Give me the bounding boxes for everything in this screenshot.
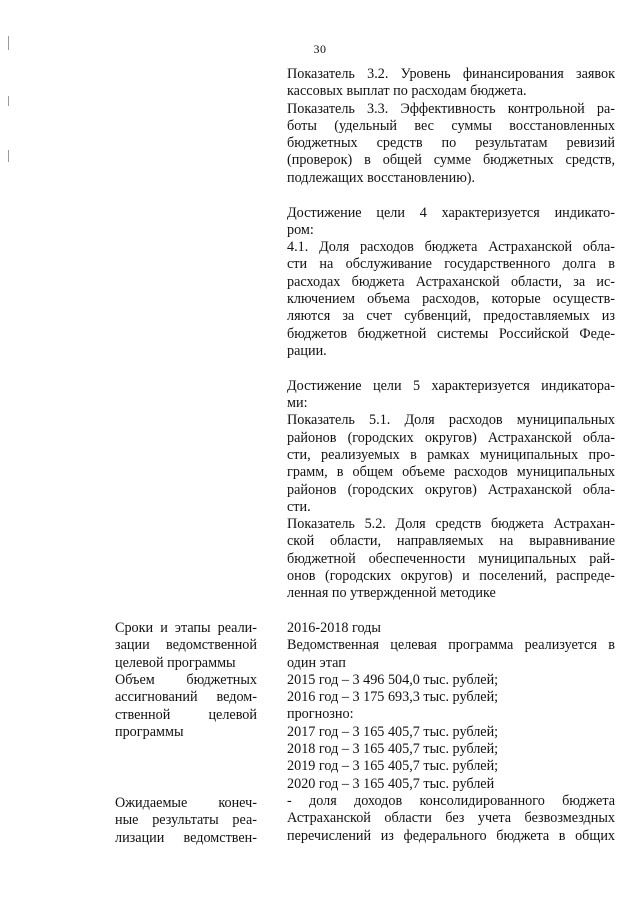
text-line: Показатель 5.1. Доля расходов муниципальных xyxy=(287,412,615,429)
text-line: сти. xyxy=(287,498,311,515)
budget-2020: 2020 год – 3 165 405,7 тыс. рублей xyxy=(287,775,495,792)
text-line: Объем бюджетных xyxy=(115,672,257,688)
text-line: кассовых выплат по расходам бюджета. xyxy=(287,83,527,100)
budget-2017: 2017 год – 3 165 405,7 тыс. рублей; xyxy=(287,723,499,740)
text-line: ключением объема расходов, которые осуществ- xyxy=(287,291,615,308)
budget-2015: 2015 год – 3 496 504,0 тыс. рублей; xyxy=(287,671,499,688)
text-line: ассигнований ведом- xyxy=(115,689,257,706)
text-line: ром: xyxy=(287,221,314,238)
text-line: Показатель 3.2. Уровень финансирования заявок xyxy=(287,66,615,82)
period-value: 2016-2018 годы xyxy=(287,620,381,636)
forecast-label: прогнозно: xyxy=(287,706,354,723)
text-line: зации ведомственной xyxy=(115,637,257,654)
text-line: онов (городских округов) и поселений, распреде- xyxy=(287,568,615,585)
text-line: ные результаты реа- xyxy=(115,812,257,829)
budget-volume-label xyxy=(115,672,257,741)
right-column-lower xyxy=(287,620,615,845)
text-line: Ожидаемые конеч- xyxy=(115,795,257,811)
indicator-3-2 xyxy=(287,66,615,101)
text-line: Достижение цели 5 характеризуется индикатора- xyxy=(287,377,615,394)
text-line: рации. xyxy=(287,342,327,359)
text-line: Достижение цели 4 характеризуется индикато- xyxy=(287,204,615,221)
text-line: 4.1. Доля расходов бюджета Астраханской обла- xyxy=(287,239,615,256)
text-line: лизации ведомствен- xyxy=(115,829,257,846)
text-line: ми: xyxy=(287,395,308,412)
text-line: программы xyxy=(115,723,184,740)
goal-4-paragraph xyxy=(287,205,615,361)
text-line: перечислений из федерального бюджета в общих xyxy=(287,827,615,844)
text-line: бюджетных средств по результатам ревизий xyxy=(287,135,615,152)
text-line: расходах бюджета Астраханской области, за ис- xyxy=(287,273,615,290)
page-number: 30 xyxy=(313,42,327,56)
text-line: один этап xyxy=(287,654,346,671)
expected-results-label xyxy=(115,795,257,847)
terms-stages-label xyxy=(115,620,257,672)
text-line: боты (удельный вес суммы восстановленных xyxy=(287,117,615,134)
text-line: Астраханской области без учета безвозмездных xyxy=(287,810,615,827)
text-line: сти, реализуемых в рамках муниципальных про- xyxy=(287,446,615,463)
text-line: Ведомственная целевая программа реализуется в xyxy=(287,637,615,654)
paragraph-gap xyxy=(287,360,615,378)
text-line: Показатель 5.2. Доля средств бюджета Астрахан- xyxy=(287,516,615,533)
budget-2018: 2018 год – 3 165 405,7 тыс. рублей; xyxy=(287,741,499,758)
text-line: ской области, направляемых на выравнивание xyxy=(287,533,615,550)
goal-5-paragraph xyxy=(287,378,615,516)
text-line: районов (городских округов) Астраханской обла- xyxy=(287,481,615,498)
text-line: ляются за счет субвенций, предоставляемых из xyxy=(287,308,615,325)
text-line: целевой программы xyxy=(115,654,236,671)
text-line: (проверок) в общей сумме бюджетных средств, xyxy=(287,152,615,169)
text-line: сти на обслуживание государственного долга в xyxy=(287,256,615,273)
text-line: бюджетной обеспеченности муниципальных рай- xyxy=(287,550,615,567)
paragraph-gap xyxy=(287,187,615,205)
indicator-5-2 xyxy=(287,516,615,602)
text-line: Показатель 3.3. Эффективность контрольной ра- xyxy=(287,100,615,117)
text-line: бюджетов бюджетной системы Российской Феде- xyxy=(287,325,615,342)
left-margin-mark-3 xyxy=(8,150,9,162)
text-line: подлежащих восстановлению). xyxy=(287,169,476,186)
text-line: районов (городских округов) Астраханской обла- xyxy=(287,429,615,446)
text-line: Сроки и этапы реали- xyxy=(115,620,257,636)
text-line: грамм, в общем объеме расходов муниципальных xyxy=(287,464,615,481)
text-line: ственной целевой xyxy=(115,706,257,723)
text-line: ленная по утвержденной методике xyxy=(287,585,496,602)
text-line: - доля доходов консолидированного бюджета xyxy=(287,792,615,809)
indicator-3-3 xyxy=(287,101,615,187)
budget-2019: 2019 год – 3 165 405,7 тыс. рублей; xyxy=(287,758,499,775)
right-column-upper xyxy=(287,66,615,603)
budget-2016: 2016 год – 3 175 693,3 тыс. рублей; xyxy=(287,689,499,706)
left-margin-mark-2 xyxy=(8,96,9,106)
